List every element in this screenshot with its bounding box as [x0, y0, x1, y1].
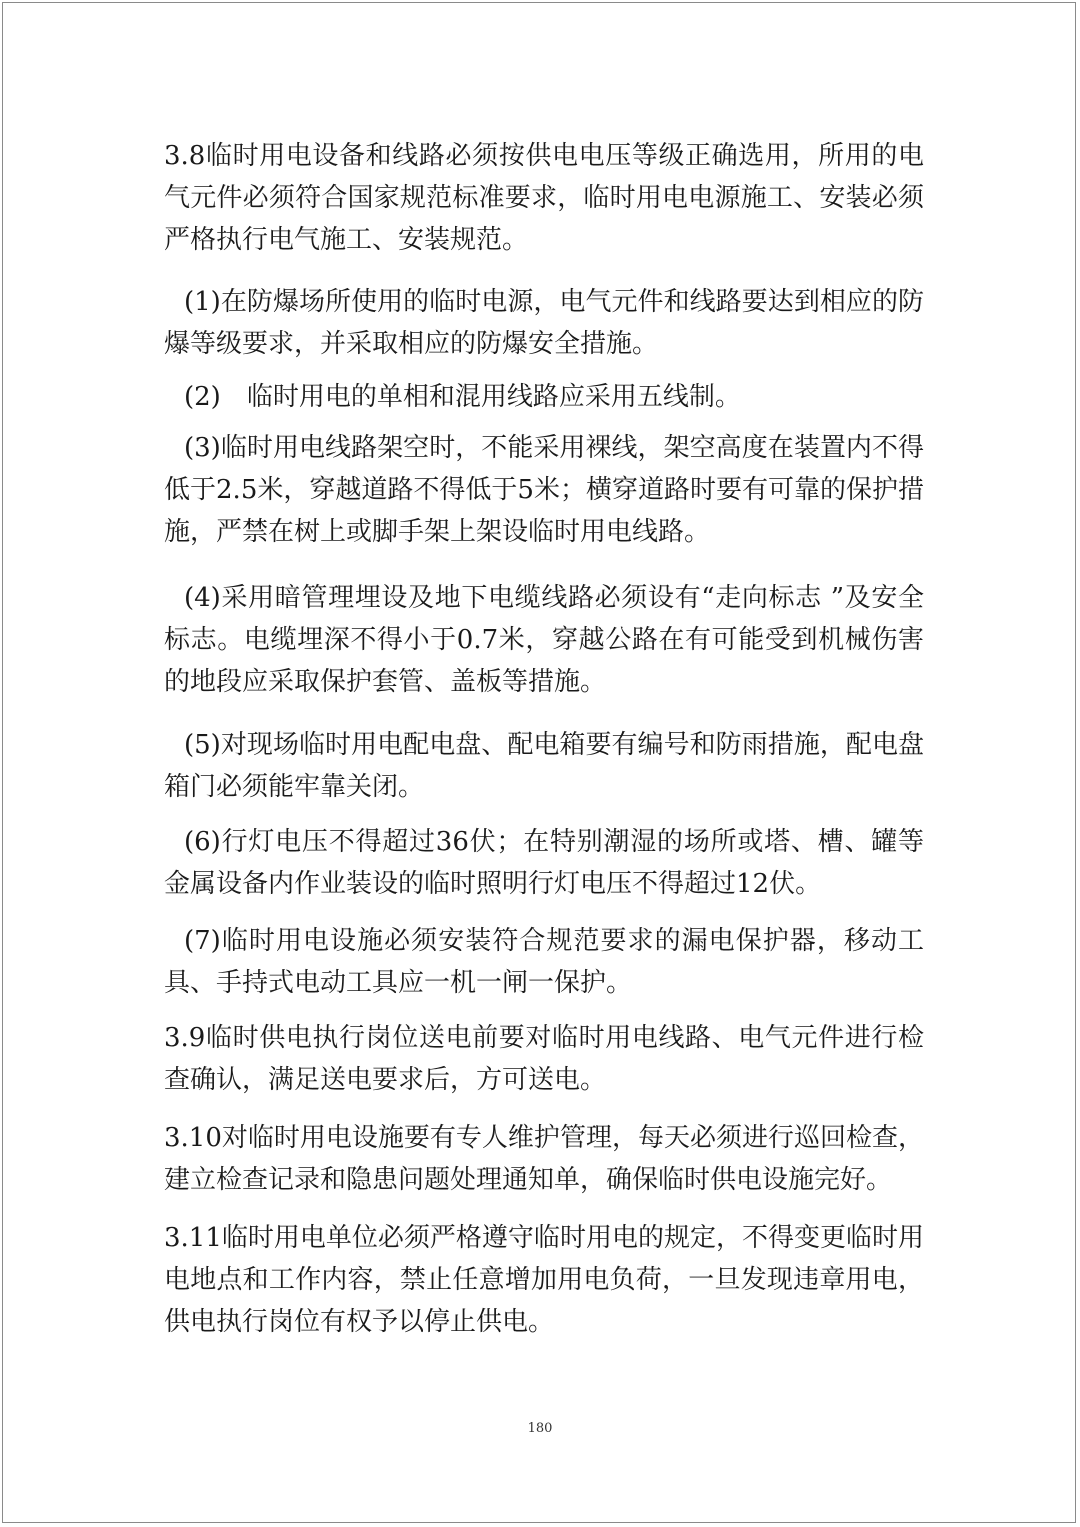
paragraph-3-8: 3.8临时用电设备和线路必须按供电电压等级正确选用，所用的电气元件必须符合国家规范标准要求，临时用电电源施工、安装必须严格执行电气施工、安装规范。 — [164, 141, 924, 255]
paragraph-3-11: 3.11临时用电单位必须严格遵守临时用电的规定，不得变更临时用电地点和工作内容，禁止任意增加用电负荷，一旦发现违章用电，供电执行岗位有权予以停止供电。 — [164, 1223, 924, 1337]
paragraph-item-2: (2) 临时用电的单相和混用线路应采用五线制。 — [184, 382, 741, 412]
paragraph-item-4: (4)采用暗管理埋设及地下电缆线路必须设有“走向标志 ”及安全标志。电缆埋深不得小于0.7米，穿越公路在有可能受到机械伤害的地段应采取保护套管、盖板等措施。 — [164, 583, 924, 697]
paragraph-3-9: 3.9临时供电执行岗位送电前要对临时用电线路、电气元件进行检查确认，满足送电要求后，方可送电。 — [164, 1023, 924, 1095]
paragraph-item-7: (7)临时用电设施必须安装符合规范要求的漏电保护器，移动工具、手持式电动工具应一机一闸一保护。 — [164, 926, 924, 998]
paragraph-item-3: (3)临时用电线路架空时，不能采用裸线，架空高度在装置内不得低于2.5米，穿越道路不得低于5米；横穿道路时要有可靠的保护措施，严禁在树上或脚手架上架设临时用电线路。 — [164, 433, 924, 547]
paragraph-item-5: (5)对现场临时用电配电盘、配电箱要有编号和防雨措施，配电盘箱门必须能牢靠关闭。 — [164, 730, 924, 802]
paragraph-item-6: (6)行灯电压不得超过36伏；在特别潮湿的场所或塔、槽、罐等金属设备内作业装设的临时照明行灯电压不得超过12伏。 — [164, 827, 924, 899]
paragraph-3-10: 3.10对临时用电设施要有专人维护管理，每天必须进行巡回检查，建立检查记录和隐患问题处理通知单，确保临时供电设施完好。 — [164, 1123, 924, 1195]
page-number: 180 — [527, 1421, 553, 1436]
paragraph-item-1: (1)在防爆场所使用的临时电源，电气元件和线路要达到相应的防爆等级要求，并采取相应的防爆安全措施。 — [164, 287, 924, 359]
